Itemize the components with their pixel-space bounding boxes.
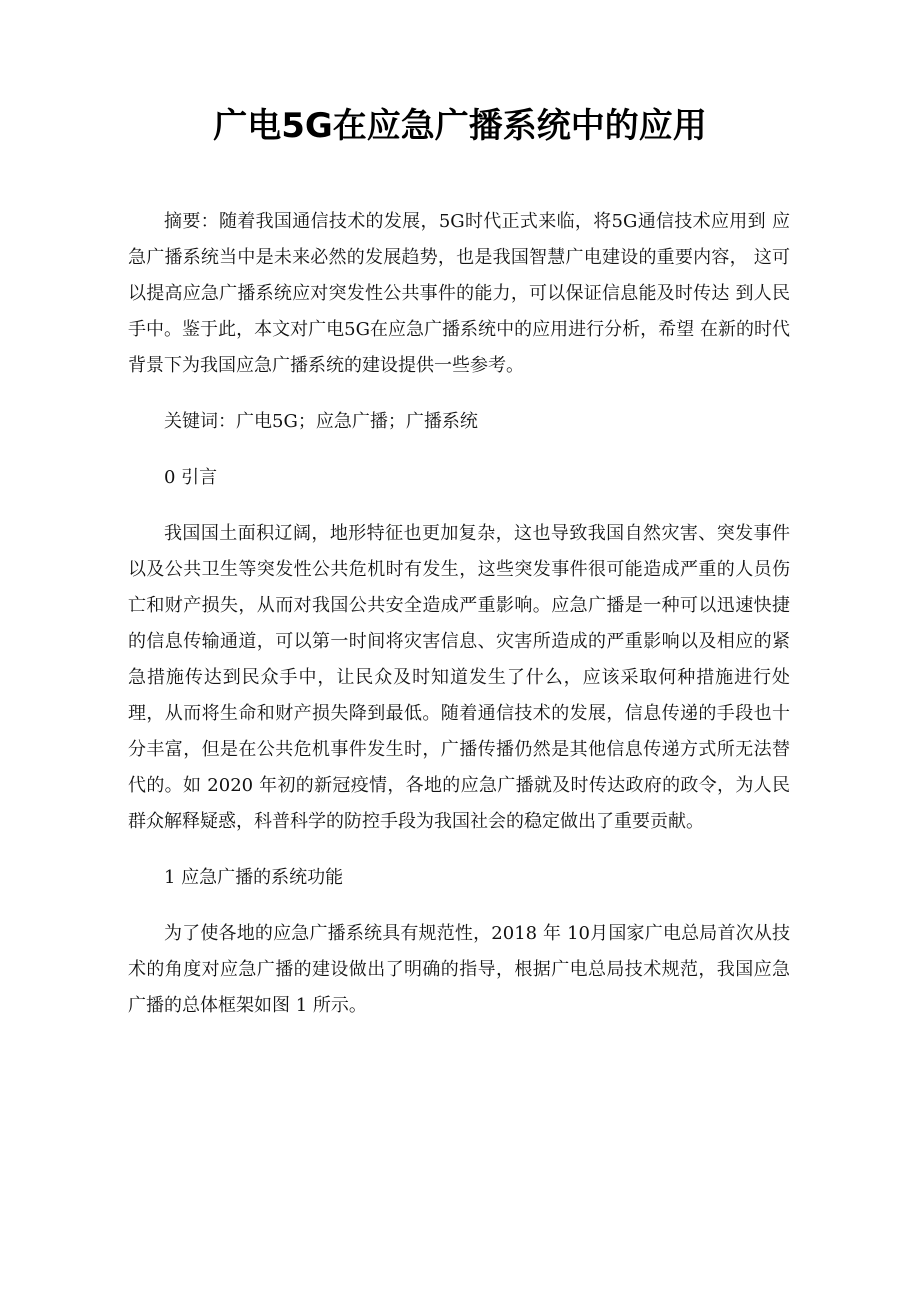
document-title: 广电5G在应急广播系统中的应用 [213, 106, 707, 146]
section-heading-system-functions: 1 应急广播的系统功能 [164, 867, 344, 888]
document-body [128, 204, 790, 1044]
keywords-line: 关键词：广电5G；应急广播；广播系统 [164, 411, 478, 432]
introduction-paragraph: 我国国土面积辽阔，地形特征也更加复杂，这也导致我国自然灾害、突发事件以及公共卫生等突发性公共危机时有发生，这些突发事件很可能造成严重的人员伤亡和财产损失，从而对我国公共安全造成严重影响。应急广播是一种可以迅速快捷的信息传输通道，可以第一时间将灾害信息、灾害所造成的严重影响以及相应的紧急措施传达到民众手中，让民众及时知道发生了什么，应该采取何种措施进行处理，从而将生命和财产损失降到最低。随着通信技术的发展，信息传递的手段也十分丰富，但是在公共危机事件发生时，广播传播仍然是其他信息传递方式所无法替代的。如 2020 年初的新冠疫情，各地的应急广播就及时传达政府的政令，为人民群众解释疑惑，科普科学的防控手段为我国社会的稳定做出了重要贡献。 [128, 523, 790, 832]
system-functions-paragraph: 为了使各地的应急广播系统具有规范性，2018 年 10月国家广电总局首次从技术的角度对应急广播的建设做出了明确的指导，根据广电总局技术规范，我国应急广播的总体框架如图 1 所示。 [128, 923, 790, 1016]
section-heading-introduction: 0 引言 [164, 467, 218, 488]
abstract-paragraph: 摘要：随着我国通信技术的发展，5G时代正式来临，将5G通信技术应用到 应急广播系统当中是未来必然的发展趋势，也是我国智慧广电建设的重要内容， 这可以提高应急广播系统应对突发性公共事件的能力，可以保证信息能及时传达 到人民手中。鉴于此，本文对广电5G在应急广播系统中的应用进行分析，希望 在新的时代背景下为我国应急广播系统的建设提供一些参考。 [128, 211, 790, 376]
